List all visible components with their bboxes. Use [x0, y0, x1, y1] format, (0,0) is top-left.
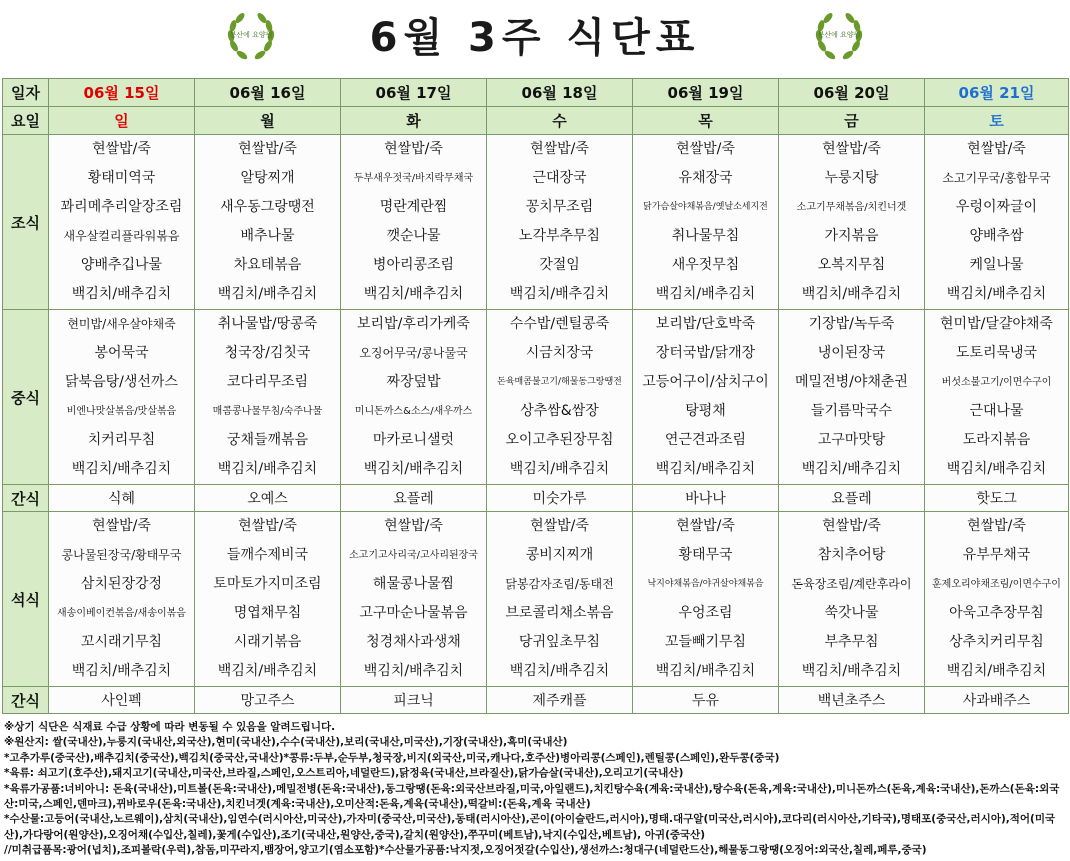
- date-cell: 06월 17일: [341, 79, 487, 107]
- menu-item: 탕평채: [685, 403, 726, 419]
- menu-item: 미니돈까스&소스/새우까스: [354, 406, 473, 417]
- menu-item: 고구마맛탕: [817, 432, 886, 448]
- menu-item: 오이고추된장무침: [505, 432, 614, 448]
- menu-item: 백김치/배추김치: [946, 663, 1047, 679]
- dinner-cell: [779, 512, 925, 687]
- menu-item: 두부새우젓국/바지락무채국: [353, 173, 474, 184]
- menu-item: 현쌀밥/죽: [92, 518, 151, 534]
- menu-item: 코다리무조림: [226, 374, 309, 390]
- snack-cell: 바나나: [633, 485, 779, 512]
- menu-item: 마카로니샐럿: [372, 432, 455, 448]
- menu-item: 돈육매콤불고기/해물동그랑땡전: [497, 377, 622, 387]
- menu-item: 버섯소불고기/이면수구이: [941, 377, 1052, 388]
- menu-item: 꼬들빼기무침: [664, 634, 747, 650]
- menu-item: 상추쌈&쌈장: [520, 403, 599, 419]
- snack-cell: 핫도그: [925, 485, 1069, 512]
- menu-item: 백김치/배추김치: [655, 286, 756, 302]
- snack-cell: 망고주스: [195, 687, 341, 714]
- menu-item: 도토리묵냉국: [955, 345, 1038, 361]
- menu-item: 현쌀밥/죽: [676, 518, 735, 534]
- menu-item: 오징어무국/콩나물국: [359, 346, 468, 360]
- breakfast-cell: [779, 135, 925, 310]
- menu-item: 백김치/배추김치: [801, 461, 902, 477]
- weekday-cell: 토: [925, 107, 1069, 135]
- menu-item: 새우살컬리플라워볶음: [63, 229, 180, 243]
- menu-item: 현쌀밥/죽: [384, 141, 443, 157]
- menu-item: 황태미역국: [87, 170, 156, 186]
- dinner-cell: [341, 512, 487, 687]
- menu-item: 브로콜리채소볶음: [505, 605, 614, 621]
- menu-item: 근대나물: [969, 403, 1024, 419]
- breakfast-label: 조식: [3, 135, 49, 310]
- menu-item: 기장밥/녹두죽: [808, 316, 895, 332]
- snack-cell: 제주캐플: [487, 687, 633, 714]
- menu-item: 현쌀밥/죽: [238, 141, 297, 157]
- snack-cell: 백년초주스: [779, 687, 925, 714]
- menu-item: 백김치/배추김치: [363, 663, 464, 679]
- note-line: //미취급품목:광어(넙치),조피볼락(우럭),참돔,미꾸라지,뱀장어,양고기(염소포함)*수산물가공품:낙지젓,오징어젓갈(수입산),생선까스:청대구(네덜란드산),해물동그랑땡(오징어:외국산,칠레,페루,중국): [4, 844, 927, 857]
- menu-item: 닭봉감자조림/동태전: [505, 577, 614, 591]
- menu-item: 참치추어탕: [817, 547, 886, 563]
- menu-item: 양배추깁나물: [80, 257, 163, 273]
- menu-item: 보리밥/후리가케죽: [357, 316, 470, 332]
- snack-row: [3, 687, 1069, 714]
- menu-item: 오복지무침: [817, 257, 886, 273]
- snack-label: 간식: [3, 687, 49, 714]
- menu-item: 쑥갓나물: [824, 605, 879, 621]
- menu-item: 가지볶음: [824, 228, 879, 244]
- menu-item: 연근견과조림: [664, 432, 747, 448]
- menu-item: 백김치/배추김치: [363, 286, 464, 302]
- menu-item: 보리밥/단호박죽: [655, 316, 756, 332]
- menu-item: 백김치/배추김치: [363, 461, 464, 477]
- menu-item: 봉어묵국: [94, 345, 149, 361]
- menu-item: 토마토가지미조림: [213, 576, 322, 592]
- dinner-label: 석식: [3, 512, 49, 687]
- snack-cell: 사인펙: [49, 687, 195, 714]
- menu-item: 현쌀밥/죽: [967, 141, 1026, 157]
- snack-cell: 식혜: [49, 485, 195, 512]
- menu-item: 현미밥/달걀야채죽: [940, 316, 1053, 332]
- lunch-cell: [487, 310, 633, 485]
- menu-item: 꽁치무조림: [525, 199, 594, 215]
- menu-item: 새우젓무침: [671, 257, 740, 273]
- note-line: *고추가루(중국산),배추김치(중국산),백김치(중국산,국내산)*콩류:두부,순두부,청국장,비지(외국산,미국,캐나다,호주산)병아리콩(스페인),렌틸콩(스페인),완두콩(중국): [4, 751, 780, 764]
- breakfast-cell: [341, 135, 487, 310]
- breakfast-row: [3, 135, 1069, 310]
- weekday-cell: 목: [633, 107, 779, 135]
- menu-item: 현쌀밥/죽: [822, 518, 881, 534]
- menu-item: 시금치장국: [525, 345, 594, 361]
- menu-item: 갓절임: [539, 257, 580, 273]
- snack-cell: 사과배주스: [925, 687, 1069, 714]
- dinner-row: [3, 512, 1069, 687]
- menu-item: 백김치/배추김치: [509, 461, 610, 477]
- menu-item: 아욱고추장무침: [949, 605, 1044, 621]
- menu-item: 우엉조림: [678, 605, 733, 621]
- menu-item: 알탕찌개: [240, 170, 295, 186]
- menu-item: 현쌀밥/죽: [676, 141, 735, 157]
- dinner-cell: [49, 512, 195, 687]
- menu-item: 매콤콩나물무침/숙주나물: [212, 406, 323, 417]
- breakfast-cell: [925, 135, 1069, 310]
- menu-item: 노각부추무침: [518, 228, 601, 244]
- date-cell: 06월 19일: [633, 79, 779, 107]
- menu-item: 백김치/배추김치: [801, 663, 902, 679]
- wreath-logo-right: [812, 10, 866, 64]
- menu-item: 들깨수제비국: [226, 547, 309, 563]
- lunch-label: 중식: [3, 310, 49, 485]
- note-line: *수산물:고등어(국내산,노르웨이),삼치(국내산),임연수(러시아산,미국산),가자미(중국산,미국산),동태(러시아산),곤이(아이슬란드,러시아),명태.대구알(미국산,러시아),코다리(러시아산,기타국),명태포(중국산,러시아),적어(미국산),가다랑어(원양산),오징어채(수입산,칠레),꽃게(수입산),조기(국내산,원양산,중국),갈치(원양산),쭈꾸미(베트남),낙지(수입산,베트남), 아귀(중국산): [4, 813, 1056, 841]
- menu-item: 현쌀밥/죽: [967, 518, 1026, 534]
- menu-item: 꽈리메추리알장조림: [60, 199, 183, 215]
- snack-cell: 요플레: [779, 485, 925, 512]
- menu-item: 백김치/배추김치: [71, 286, 172, 302]
- menu-item: 백김치/배추김치: [509, 663, 610, 679]
- lunch-cell: [633, 310, 779, 485]
- date-cell: 06월 20일: [779, 79, 925, 107]
- page-title: 6월 3주 식단표: [369, 15, 701, 61]
- menu-item: 낙지야채볶음/야귀살야채볶음: [647, 579, 764, 589]
- date-cell: 06월 15일: [49, 79, 195, 107]
- weekday-cell: 수: [487, 107, 633, 135]
- date-cell: 06월 21일: [925, 79, 1069, 107]
- menu-item: 현쌀밥/죽: [92, 141, 151, 157]
- menu-item: 차요테볶음: [233, 257, 302, 273]
- lunch-cell: [925, 310, 1069, 485]
- menu-item: 우렁이짜글이: [955, 199, 1038, 215]
- menu-item: 시래기볶음: [233, 634, 302, 650]
- menu-item: 현쌀밥/죽: [530, 518, 589, 534]
- menu-item: 백김치/배추김치: [71, 663, 172, 679]
- menu-item: 배추나물: [240, 228, 295, 244]
- weekday-cell: 일: [49, 107, 195, 135]
- menu-item: 현쌀밥/죽: [238, 518, 297, 534]
- menu-item: 부추무침: [824, 634, 879, 650]
- menu-item: 고등어구이/삼치구이: [642, 374, 769, 390]
- menu-item: 닭북음탕/생선까스: [65, 374, 178, 390]
- date-label: 일자: [3, 79, 49, 107]
- menu-item: 궁채들깨볶음: [226, 432, 309, 448]
- menu-item: 병아리콩조림: [372, 257, 455, 273]
- menu-item: 짜장덮밥: [386, 374, 441, 390]
- date-row: [3, 79, 1069, 107]
- breakfast-cell: [195, 135, 341, 310]
- menu-item: 유부무채국: [962, 547, 1031, 563]
- dinner-cell: [925, 512, 1069, 687]
- menu-item: 고구마순나물볶음: [359, 605, 468, 621]
- menu-item: 훈제오리야채조림/이면수구이: [932, 579, 1061, 590]
- menu-item: 백김치/배추김치: [217, 461, 318, 477]
- menu-item: 소고기무채볶음/치킨너겟: [796, 202, 907, 213]
- menu-item: 백김치/배추김치: [509, 286, 610, 302]
- menu-item: 케일나물: [969, 257, 1024, 273]
- menu-item: 메밀전병/야채춘권: [795, 374, 908, 390]
- menu-item: 닭가슴살야채볶음/옛날소세지전: [643, 202, 768, 212]
- page-header: [0, 0, 1070, 78]
- dinner-cell: [633, 512, 779, 687]
- snack-cell: 두유: [633, 687, 779, 714]
- menu-item: 소고기고사리국/고사리된장국: [349, 550, 478, 561]
- menu-item: 백김치/배추김치: [946, 461, 1047, 477]
- menu-item: 취나물밥/땅콩죽: [217, 316, 318, 332]
- weekday-cell: 금: [779, 107, 925, 135]
- weekday-cell: 월: [195, 107, 341, 135]
- snack-cell: 오예스: [195, 485, 341, 512]
- snack-row: [3, 485, 1069, 512]
- menu-item: 돈육장조림/계란후라이: [791, 577, 912, 591]
- lunch-cell: [195, 310, 341, 485]
- menu-item: 현쌀밥/죽: [822, 141, 881, 157]
- origin-notes: [4, 720, 1066, 859]
- dinner-cell: [487, 512, 633, 687]
- meal-plan-table: [2, 78, 1069, 714]
- menu-item: 양배추쌈: [969, 228, 1024, 244]
- note-line: ※상기 식단은 식재료 수급 상황에 따라 변동될 수 있음을 알려드립니다.: [4, 721, 336, 733]
- menu-item: 콩비지찌개: [525, 547, 594, 563]
- lunch-cell: [779, 310, 925, 485]
- lunch-cell: [49, 310, 195, 485]
- breakfast-cell: [487, 135, 633, 310]
- menu-item: 백김치/배추김치: [655, 663, 756, 679]
- menu-item: 청국장/김칫국: [224, 345, 311, 361]
- note-line: ※원산지: 쌀(국내산),누룽지(국내산,외국산),현미(국내산),수수(국내산),보리(국내산,미국산),기장(국내산),흑미(국내산): [4, 736, 568, 749]
- menu-item: 백김치/배추김치: [655, 461, 756, 477]
- logo-text: 봉산에 요양원: [817, 31, 861, 39]
- menu-item: 백김치/배추김치: [217, 663, 318, 679]
- logo-text: 봉산에 요양원: [229, 31, 273, 39]
- snack-label: 간식: [3, 485, 49, 512]
- breakfast-cell: [633, 135, 779, 310]
- lunch-cell: [341, 310, 487, 485]
- dinner-cell: [195, 512, 341, 687]
- note-line: *육류: 쇠고기(호주산),돼지고기(국내산,미국산,브라질,스페인,오스트리아,네덜란드),닭정육(국내산,브라질산),닭가슴살(국내산),오리고기(국내산): [4, 767, 684, 780]
- weekday-cell: 화: [341, 107, 487, 135]
- weekday-label: 요일: [3, 107, 49, 135]
- note-line: *육류가공품:너비아니: 돈육(국내산),미트볼(돈육:국내산),메밀전병(돈육:국내산),동그랑땡(돈육:외국산브라질,미국,아일랜드),치킨탕수육(계육:국내산),탕수육(돈육,계육:국내산),미니돈까스(돈육,계육:국내산),돈까스(돈육:외국산:미국,스페인,덴마크),뀌바로우(돈육:국내산),치킨너겟(계육:국내산),오미산적:돈육,계육(국내산),떡갈비:(돈육,계육 국내산): [4, 782, 1060, 811]
- menu-item: 황태무국: [678, 547, 733, 563]
- menu-item: 현쌀밥/죽: [530, 141, 589, 157]
- menu-item: 취나물무침: [671, 228, 740, 244]
- menu-item: 누룽지탕: [824, 170, 879, 186]
- menu-item: 백김치/배추김치: [801, 286, 902, 302]
- snack-cell: 피크닉: [341, 687, 487, 714]
- menu-item: 장터국밥/닭개장: [655, 345, 756, 361]
- menu-item: 깻순나물: [386, 228, 441, 244]
- menu-item: 들기름막국수: [810, 403, 893, 419]
- menu-item: 유채장국: [678, 170, 733, 186]
- menu-item: 비엔나맛살볶음/맛살볶음: [66, 406, 177, 417]
- menu-item: 냉이된장국: [817, 345, 886, 361]
- menu-item: 꼬시래기무침: [80, 634, 163, 650]
- weekday-row: [3, 107, 1069, 135]
- menu-item: 삼치된장강정: [80, 576, 163, 592]
- menu-item: 도라지볶음: [962, 432, 1031, 448]
- lunch-row: [3, 310, 1069, 485]
- menu-item: 수수밥/렌틸콩죽: [509, 316, 610, 332]
- menu-item: 현미밥/새우살야채죽: [67, 317, 176, 331]
- breakfast-cell: [49, 135, 195, 310]
- menu-item: 명엽채무침: [233, 605, 302, 621]
- menu-item: 소고기무국/홍합무국: [942, 171, 1051, 185]
- menu-item: 청경채사과생채: [366, 634, 461, 650]
- menu-item: 백김치/배추김치: [946, 286, 1047, 302]
- menu-item: 현쌀밥/죽: [384, 518, 443, 534]
- menu-item: 새송이베이컨볶음/새송이볶음: [57, 608, 186, 619]
- snack-cell: 요플레: [341, 485, 487, 512]
- date-cell: 06월 16일: [195, 79, 341, 107]
- date-cell: 06월 18일: [487, 79, 633, 107]
- snack-cell: 미숫가루: [487, 485, 633, 512]
- menu-item: 당귀잎초무침: [518, 634, 601, 650]
- menu-item: 백김치/배추김치: [217, 286, 318, 302]
- menu-item: 백김치/배추김치: [71, 461, 172, 477]
- menu-item: 근대장국: [532, 170, 587, 186]
- menu-item: 새우동그랑땡전: [220, 199, 315, 215]
- menu-item: 명란계란찜: [379, 199, 448, 215]
- menu-item: 상추치커리무침: [949, 634, 1044, 650]
- menu-item: 치커리무침: [87, 432, 156, 448]
- menu-item: 콩나물된장국/황태무국: [61, 548, 182, 562]
- menu-item: 해물콩나물찜: [372, 576, 455, 592]
